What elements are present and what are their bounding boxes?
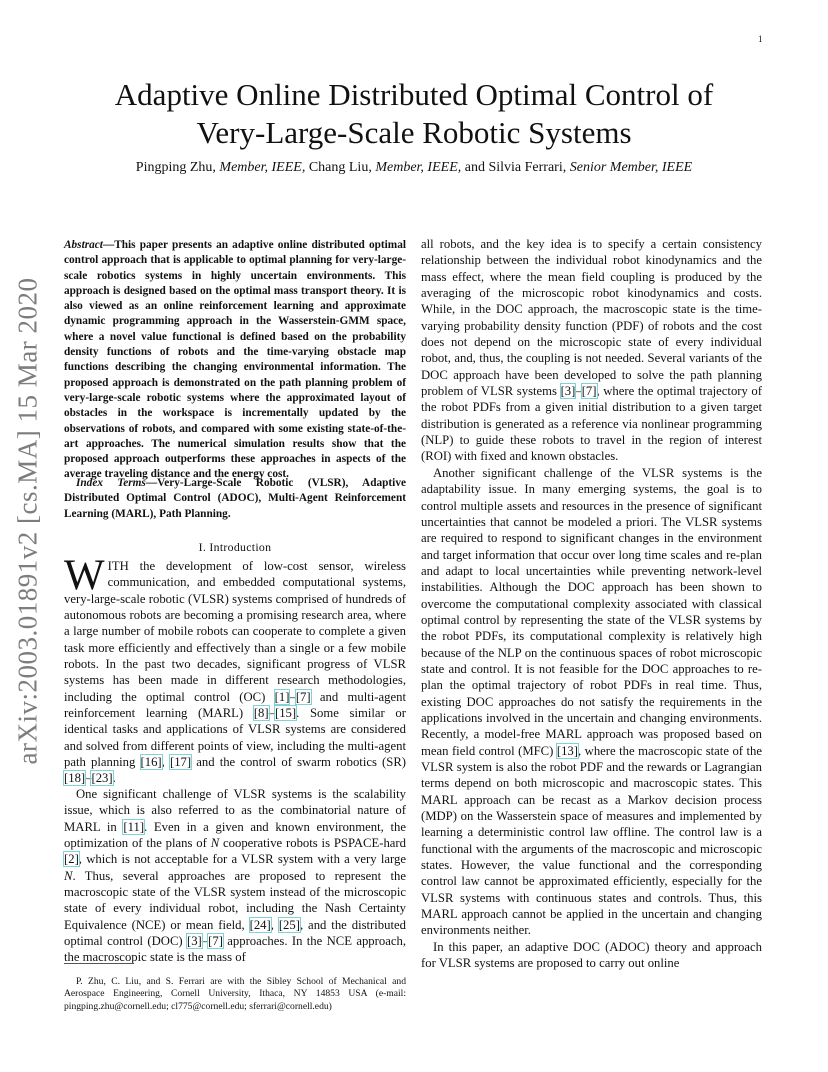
- author-line: [60, 160, 768, 176]
- text-run: –: [575, 384, 582, 399]
- text-run: all robots, and the key idea is to specify a certain consistency relationship between the individual robot kinodynamics and the mass effect, where the mean field coupling is produced by the averaging of the microscopic robot kinodynamics and costs. While, in the DOC approach, the macroscopic state is the time-varying probability density function (PDF) of robots and the cost does not depend on the microscopic state of every individual robot, and, thus, the coupling is not needed. Several variants of the DOC approach have been developed to solve the path planning problem of VLSR systems: [421, 237, 762, 399]
- title-line-1: Adaptive Online Distributed Optimal Control of: [114, 77, 714, 112]
- author-3: and Silvia Ferrari,: [464, 160, 567, 175]
- text-run: One significant challenge of VLSR systems is the scalability issue, which is also referred to as the combinatorial nature of MARL in: [64, 787, 406, 834]
- author-1: Pingping Zhu,: [135, 160, 216, 175]
- arxiv-identifier: [12, 277, 43, 765]
- citation-link[interactable]: [18]: [64, 771, 86, 786]
- text-run: .: [112, 771, 116, 786]
- citation-link[interactable]: [13]: [556, 743, 578, 758]
- abstract-text: —This paper presents an adaptive online distributed optimal control approach that is applicable to optimal planning for very-large-scale robotics systems in highly uncertain environments. This approach is designed based on the optimal mass transport theory. It is also viewed as an online reinforcement learning and approximate dynamic programming approach in the Wasserstein-GMM space, where a novel value functional is defined based on the probability density functions of robots and the time-varying obstacle map functions describing the changing environmental information. The proposed approach is demonstrated on the path planning problem of very-large-scale robotic systems where the approximated layout of obstacles in the workspace is incrementally updated by the observations of robots, and compared with some existing state-of-the-art approaches. The numerical simulation results show that the proposed approach outperforms these approaches in aspects of the average traveling distance and the energy cost.: [64, 239, 406, 481]
- text-run: –: [268, 706, 275, 721]
- text-run: . Some similar or identical tasks and applications of VLSR systems are considered and solved from different points of view, including the multi-agent path planning: [64, 706, 406, 770]
- text-run: Another significant challenge of the VLSR systems is the adaptability issue. In many emerging systems, the goal is to control multiple assets and resources in the presence of significant uncertainties that cannot be modeled a priori. The VLSR systems are required to respond to significant changes in the environment and target information that occur over long time scales and re-plan and adapt to local uncertainties while preventing network-level instabilities. Although the DOC approach has been shown to overcome the computational complexity associated with classical optimal control by representing the state of the VLSR systems by the robot PDFs, its computational complexity is relatively high because of the NLP on the continuous spaces of robot microscopic state and control. It is not feasible for the DOC approaches to re-plan the optimal trajectory of robot PDFs in real time. Thus, existing DOC approaches do not satisfy the requirements in the applications involved in the uncertain and changing environments. Recently, a model-free MARL approach was proposed based on mean field control (MFC): [421, 465, 762, 758]
- index-terms-text: —Very-Large-Scale Robotic (VLSR), Adaptive Distributed Optimal Control (ADOC), Multi-Agent Reinforcement Learning (MARL), Path Planning.: [64, 477, 406, 520]
- text-run: , where the macroscopic state of the VLSR system is also the robot PDF and the rewards or Lagrangian terms depend on both microscopic and macroscopic states. This MARL approach can be recast as a Markov decision process (MDP) on the Wasserstein space of measures and implemented by learning a deterministic control law offline. The control law is a functional with the arguments of the macroscopic and microscopic states. However, the value functional and the corresponding control law cannot be approximated efficiently, especially for the VLSR systems with continuous states and controls. Thus, this MARL approach cannot be applied in the uncertain and changing environments neither.: [421, 743, 762, 938]
- text-run: and the control of swarm robotics (SR): [191, 755, 407, 770]
- citation-link[interactable]: [24]: [249, 917, 271, 932]
- paper-title: [60, 76, 768, 152]
- intro-paragraph-2: [64, 786, 406, 966]
- text-run: approaches. In the NCE approach, the macroscopic state is the mass of: [64, 934, 406, 965]
- citation-link[interactable]: [16]: [140, 755, 162, 770]
- text-run: ITH the development of low-cost sensor, wireless communication, and embedded computational systems, very-large-scale robotic (VLSR) systems comprised of hundreds of autonomous robots are becoming a promising research area, where a large number of mobile robots can cooperate to complete a given task more efficiently and effectively than a single or a few mobile robots. In the past two decades, significant progress of VLSR systems has been made in different research methodologies, including the optimal control (OC): [64, 559, 406, 704]
- math-symbol: N: [64, 868, 73, 883]
- abstract: [64, 238, 406, 483]
- math-symbol: N: [210, 836, 220, 851]
- author-1-affiliation: Member, IEEE,: [219, 160, 306, 175]
- drop-cap: W: [64, 552, 105, 599]
- citation-link[interactable]: [25]: [278, 917, 300, 932]
- abstract-label: Abstract: [64, 239, 103, 251]
- text-run: . Even in a given and known environment, the optimization of the plans of: [64, 819, 406, 851]
- text-run: , where the optimal trajectory of the robot PDFs from a given initial distribution to a given target distribution is generated as a reference via nonlinear programming (NLP) to guide these robots to travel in the region of interest (ROI) with fixed and known obstacles.: [421, 384, 763, 464]
- citation-link[interactable]: [1]: [274, 689, 290, 704]
- author-2: Chang Liu,: [308, 160, 372, 175]
- title-line-2: Very-Large-Scale Robotic Systems: [196, 115, 632, 150]
- right-paragraph-2: [421, 465, 762, 939]
- citation-link[interactable]: [17]: [169, 755, 192, 770]
- right-column: [421, 236, 762, 971]
- author-2-affiliation: Member, IEEE,: [375, 160, 462, 175]
- citation-link[interactable]: [8]: [253, 706, 269, 721]
- index-terms: [64, 476, 406, 522]
- text-run: . Thus, several approaches are proposed to represent the macroscopic state of the VLSR system instead of the microscopic state of every individual robot, including the Nash Certainty Equivalence (NCE) or mean field,: [64, 868, 406, 932]
- text-run: cooperative robots is PSPACE-hard: [219, 836, 406, 851]
- index-terms-label: Index Terms: [76, 477, 146, 489]
- citation-link[interactable]: [11]: [123, 819, 145, 834]
- right-paragraph-3: In this paper, an adaptive DOC (ADOC) theory and approach for VLSR systems are proposed to carry out online: [421, 939, 762, 971]
- right-paragraph-1: [421, 236, 762, 465]
- text-run: –: [201, 934, 209, 949]
- citation-link[interactable]: [3]: [560, 384, 576, 399]
- section-heading: I. Introduction: [198, 540, 272, 554]
- citation-link[interactable]: [15]: [274, 706, 297, 721]
- text-run: –: [289, 689, 296, 704]
- citation-link[interactable]: [7]: [581, 384, 597, 399]
- text-run: , and the distributed optimal control (DOC): [64, 917, 406, 949]
- text-run: , which is not acceptable for a VLSR system with a very large: [78, 852, 406, 867]
- citation-link[interactable]: [3]: [186, 934, 202, 949]
- citation-link[interactable]: [2]: [64, 852, 79, 867]
- text-run: ,: [161, 755, 170, 770]
- text-run: and multi-agent reinforcement learning (MARL): [64, 689, 407, 721]
- citation-link[interactable]: [7]: [295, 689, 311, 704]
- intro-paragraph-1: [64, 552, 407, 787]
- footnote: P. Zhu, C. Liu, and S. Ferrari are with the Sibley School of Mechanical and Aerospace Engineering, Cornell University, Ithaca, NY 14853 USA (e-mail: pingping.zhu@cornell.edu; cl775@cornell.edu; sferrari@cornell.edu): [64, 976, 406, 1012]
- text-run: ,: [270, 917, 279, 932]
- text-run: –: [85, 771, 92, 786]
- footnote-divider: [64, 963, 134, 964]
- citation-link[interactable]: [23]: [91, 771, 113, 786]
- citation-link[interactable]: [7]: [208, 934, 223, 949]
- page-number: 1: [758, 34, 763, 44]
- arxiv-id-text: arXiv:2003.01891v2 [cs.MA] 15 Mar 2020: [12, 277, 43, 765]
- author-3-affiliation: Senior Member, IEEE: [569, 160, 693, 175]
